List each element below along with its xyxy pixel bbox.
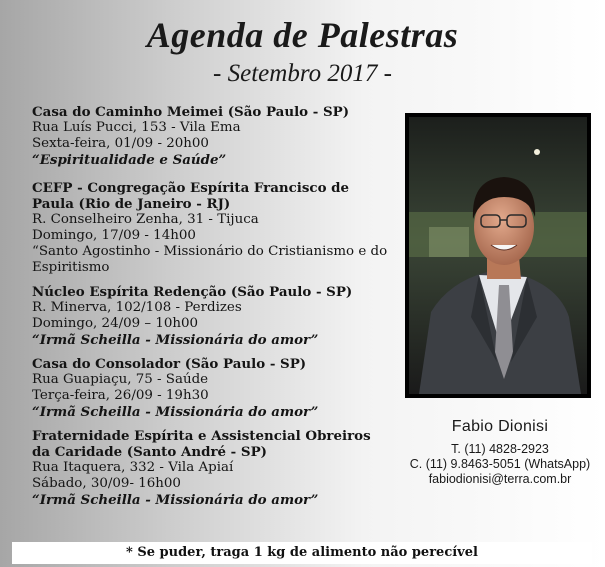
event-datetime: Sexta-feira, 01/09 - 20h00 (32, 136, 209, 151)
event-topic: “Santo Agostinho - Missionário do Cristianismo e do Espiritismo (32, 244, 388, 275)
speaker-photo (405, 113, 591, 398)
page-title: Agenda de Palestras (146, 15, 459, 55)
event-list (32, 104, 392, 516)
event-address: R. Conselheiro Zenha, 31 - Tijuca (32, 212, 259, 227)
event-topic: “Irmã Scheilla - Missionária do amor” (32, 332, 319, 348)
event-datetime: Terça-feira, 26/09 - 19h30 (32, 388, 209, 403)
page-subtitle: - Setembro 2017 - (213, 60, 392, 87)
event-address: Rua Itaquera, 332 - Vila Apiaí (32, 460, 234, 475)
event-item (32, 180, 392, 276)
event-place: Fraternidade Espírita e Assistencial Obreiros da Caridade (Santo André - SP) (32, 428, 371, 460)
event-item (32, 356, 392, 420)
speaker-contact (400, 418, 600, 487)
event-address: R. Minerva, 102/108 - Perdizes (32, 300, 242, 315)
event-place: Núcleo Espírita Redenção (São Paulo - SP) (32, 284, 353, 300)
speaker-portrait-image (409, 117, 587, 394)
footer-note: * Se puder, traga 1 kg de alimento não perecível (12, 542, 592, 564)
event-address: Rua Luís Pucci, 153 - Vila Ema (32, 120, 241, 135)
speaker-name: Fabio Dionisi (451, 418, 549, 435)
event-place: Casa do Consolador (São Paulo - SP) (32, 356, 307, 372)
event-place: CEFP - Congregação Espírita Francisco de Paula (Rio de Janeiro - RJ) (32, 180, 350, 212)
event-datetime: Sábado, 30/09- 16h00 (32, 476, 181, 491)
event-item (32, 428, 392, 508)
event-item (32, 284, 392, 348)
event-topic: “Irmã Scheilla - Missionária do amor” (32, 492, 319, 508)
speaker-phone: T. (11) 4828-2923 (451, 442, 549, 456)
speaker-email: fabiodionisi@terra.com.br (428, 472, 572, 486)
event-topic: “Espiritualidade e Saúde” (32, 152, 227, 168)
event-address: Rua Guapiaçu, 75 - Saúde (32, 372, 209, 387)
event-topic: “Irmã Scheilla - Missionária do amor” (32, 404, 319, 420)
event-item (32, 104, 392, 168)
event-datetime: Domingo, 17/09 - 14h00 (32, 228, 196, 243)
event-place: Casa do Caminho Meimei (São Paulo - SP) (32, 104, 350, 120)
event-datetime: Domingo, 24/09 – 10h00 (32, 316, 199, 331)
speaker-cell: C. (11) 9.8463-5051 (WhatsApp) (409, 457, 591, 471)
